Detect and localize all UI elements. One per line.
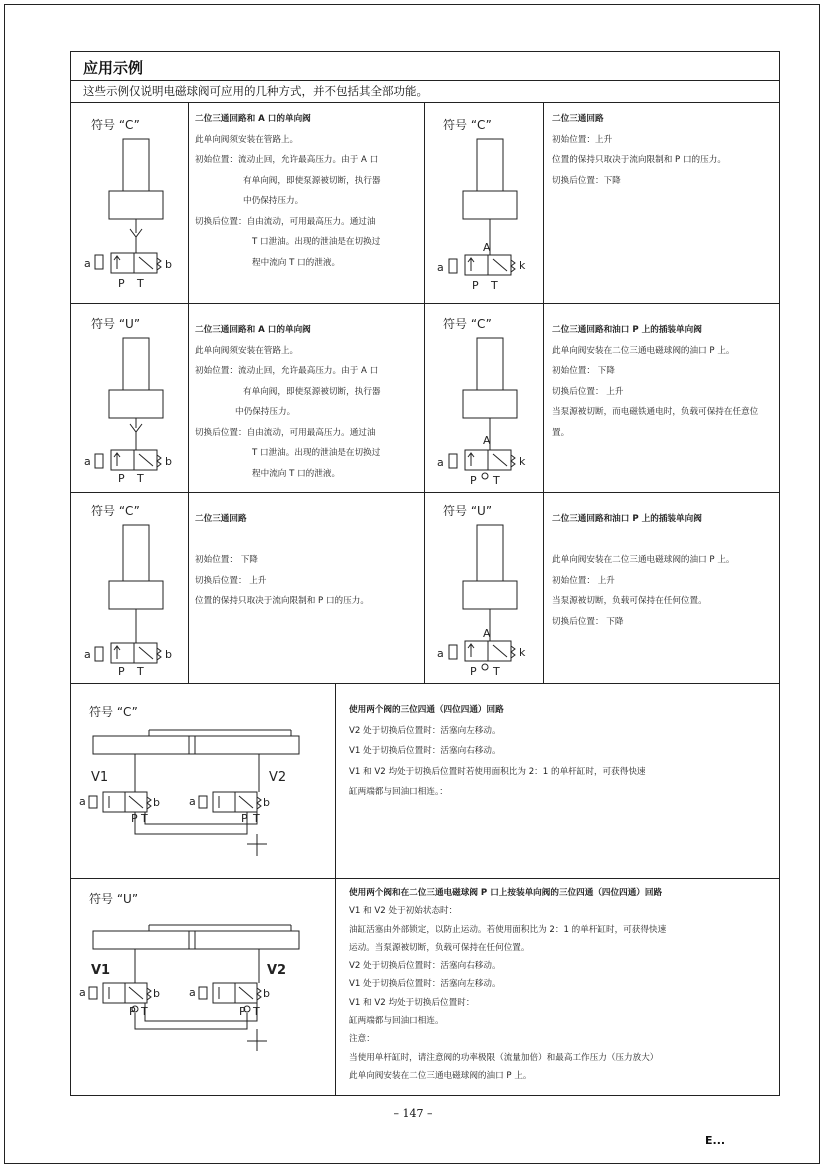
description-line: 运动。当泵源被切断，负载可保持在任何位置。 [349,942,530,953]
svg-text:a: a [84,257,91,270]
description-line: 初始位置：上升 [552,134,613,145]
description-line: 此单向阀安装在二位三通电磁球阀的油口 P 上。 [552,345,735,356]
svg-text:a: a [437,647,444,660]
description-line: T 口泄油。出现的泄油是在切换过 [252,237,381,247]
description-line: 注意： [349,1034,375,1045]
description-line: 此单向阀须安装在管路上。 [195,345,299,356]
description [552,509,735,632]
svg-text:b: b [153,987,160,1000]
section-title-row [70,51,780,81]
svg-text:P: P [129,1005,136,1018]
svg-text:T: T [493,665,500,678]
description [195,509,369,612]
valve-circuit-diagram [425,304,543,492]
symbol-label: 符号 “C” [89,705,138,719]
svg-text:k: k [519,259,526,272]
svg-text:P: P [470,474,477,487]
description-line: 初始位置： 下降 [195,555,258,565]
description-line: 油缸活塞由外部锁定，以防止运动。若使用面积比为 2：1 的单杆缸时，可获得快速 [349,924,667,935]
description-title: 二位三通回路和 A 口的单向阀 [195,325,311,335]
description-line: 此单向阀安装在二位三通电磁球阀的油口 P 上。 [552,555,735,565]
svg-text:T: T [141,1005,148,1018]
svg-text:V2: V2 [267,963,287,978]
description-line: 程中流向 T 口的泄液。 [252,257,341,268]
description-title: 二位三通回路和油口 P 上的插装单向阀 [552,325,702,335]
description-line: T 口泄油。出现的泄油是在切换过 [252,448,381,458]
svg-text:P: P [470,665,477,678]
valve-circuit-diagram [71,103,189,303]
svg-text:A: A [483,241,491,254]
description-line: 中仍保持压力。 [235,407,296,417]
svg-text:P: P [118,472,125,485]
description [552,109,726,191]
description-line: 缸两端都与回油口相连。 [349,1016,444,1027]
svg-text:P: P [131,812,138,825]
description-line: 有单向阀，即使泵源被切断，执行器 [243,386,381,397]
svg-text:k: k [519,646,526,659]
example-row-4 [70,683,780,879]
description-line: 有单向阀，即使泵源被切断，执行器 [243,175,381,186]
description-line: V2 处于切换后位置时：活塞向左移动。 [349,725,501,736]
svg-text:V1: V1 [91,963,111,978]
svg-text:b: b [153,796,160,809]
valve-circuit-diagram [71,493,189,683]
symbol-label: 符号 “C” [443,317,492,331]
svg-text:T: T [253,812,260,825]
svg-text:T: T [137,472,144,485]
description-line: 切换后位置：自由流动，可用最高压力。通过油 [195,427,376,438]
svg-text:P: P [472,279,479,292]
description-line: 切换后位置： 上升 [552,386,624,397]
description-line: V1 和 V2 均处于切换后位置时若使用面积比为 2：1 的单杆缸时，可获得快速 [349,766,646,777]
example-row-5 [70,878,780,1096]
svg-text:T: T [141,812,148,825]
diagram-cell [71,684,336,878]
example-row-2 [70,303,780,493]
description-title: 二位三通回路 [195,514,247,524]
description-line: 初始位置： 下降 [552,366,615,376]
svg-text:P: P [241,812,248,825]
description-line: 置。 [552,427,570,438]
description [195,320,381,484]
description-line: V1 和 V2 处于初始状态时： [349,906,458,917]
brand-logo: E... [705,1134,726,1147]
svg-text:A: A [483,627,491,640]
description-line: 此单向阀安装在二位三通电磁球阀的油口 P 上。 [349,1070,532,1081]
svg-text:a: a [79,986,86,999]
svg-text:k: k [519,455,526,468]
svg-text:P: P [239,1005,246,1018]
description-line: 当泵源被切断，负载可保持在任何位置。 [552,596,707,606]
description-title: 二位三通回路和油口 P 上的插装单向阀 [552,514,702,524]
symbol-label: 符号 “U” [89,892,139,906]
description-line: 当泵源被切断，而电磁铁通电时，负载可保持在任意位 [552,407,759,417]
description-line: 位置的保持只取决于流向限制和 P 口的压力。 [195,596,369,606]
description [552,320,758,443]
diagram-cell [71,879,336,1095]
description-line [195,530,369,551]
svg-text:a: a [79,795,86,808]
description [349,700,646,803]
description-title: 二位三通回路 [552,114,604,124]
description-line: V1 处于切换后位置时：活塞向右移动。 [349,746,501,756]
svg-text:P: P [118,277,125,290]
dual-valve-circuit-diagram [71,879,335,1095]
dual-valve-circuit-diagram [71,684,335,878]
description-line: 切换后位置： 下降 [552,616,624,627]
symbol-label: 符号 “C” [91,504,140,518]
diagram-cell [71,304,189,492]
description-line: 初始位置：流动止回，允许最高压力。由于 A 口 [195,155,379,165]
description-title: 二位三通回路和 A 口的单向阀 [195,114,311,124]
page-number: – 147 – [393,1107,433,1120]
svg-text:V1: V1 [91,770,109,785]
description-line: V1 处于切换后位置时：活塞向左移动。 [349,979,501,990]
description-line: 缸两端都与回油口相连。： [349,787,448,797]
svg-text:a: a [189,795,196,808]
symbol-label: 符号 “C” [443,118,492,132]
description-line: V1 和 V2 均处于切换后位置时： [349,997,475,1008]
description-line: 初始位置： 上升 [552,575,615,586]
svg-text:a: a [437,456,444,469]
diagram-cell [424,103,544,303]
valve-circuit-diagram [71,304,189,492]
symbol-label: 符号 “U” [91,317,141,331]
svg-text:T: T [253,1005,260,1018]
diagram-cell [424,304,544,492]
example-row-3 [70,492,780,684]
svg-text:a: a [437,261,444,274]
description-line: 此单向阀须安装在管路上。 [195,134,299,145]
symbol-label: 符号 “U” [443,504,493,518]
svg-text:b: b [263,796,270,809]
svg-text:b: b [263,987,270,1000]
svg-text:a: a [189,986,196,999]
diagram-cell [71,493,189,683]
description-line: 程中流向 T 口的泄液。 [252,468,341,479]
svg-text:T: T [137,277,144,290]
description [349,884,666,1085]
description-line: 切换后位置： 上升 [195,575,267,586]
svg-text:b: b [165,455,172,468]
example-row-1 [70,102,780,304]
svg-text:b: b [165,648,172,661]
description-line: 当使用单杆缸时，请注意阀的功率极限（流量加倍）和最高工作压力（压力放大） [349,1052,659,1063]
svg-text:a: a [84,648,91,661]
description-line: 位置的保持只取决于流向限制和 P 口的压力。 [552,155,726,165]
svg-text:T: T [493,474,500,487]
intro-text: 这些示例仅说明电磁球阀可应用的几种方式，并不包括其全部功能。 [83,84,428,98]
description-title: 使用两个阀和在二位三通电磁球阀 P 口上按装单向阀的三位四通（四位四通）回路 [349,888,663,898]
section-title: 应用示例 [83,59,144,77]
description-line: 初始位置：流动止回，允许最高压力。由于 A 口 [195,366,379,376]
description-title: 使用两个阀的三位四通（四位四通）回路 [349,705,504,715]
diagram-cell [71,103,189,303]
valve-circuit-diagram [425,103,543,303]
svg-text:b: b [165,258,172,271]
svg-text:T: T [491,279,498,292]
description-line: V2 处于切换后位置时：活塞向右移动。 [349,961,501,972]
svg-text:V2: V2 [269,770,287,785]
intro-row [70,80,780,103]
svg-text:P: P [118,665,125,678]
valve-circuit-diagram [425,493,543,683]
description-line: 中仍保持压力。 [243,196,304,206]
svg-text:a: a [84,455,91,468]
description-line [552,530,735,551]
svg-text:T: T [137,665,144,678]
description [195,109,381,273]
description-line: 切换后位置：自由流动，可用最高压力。通过油 [195,216,376,227]
symbol-label: 符号 “C” [91,118,140,132]
description-line: 切换后位置：下降 [552,175,621,186]
diagram-cell [424,493,544,683]
svg-text:A: A [483,434,491,447]
